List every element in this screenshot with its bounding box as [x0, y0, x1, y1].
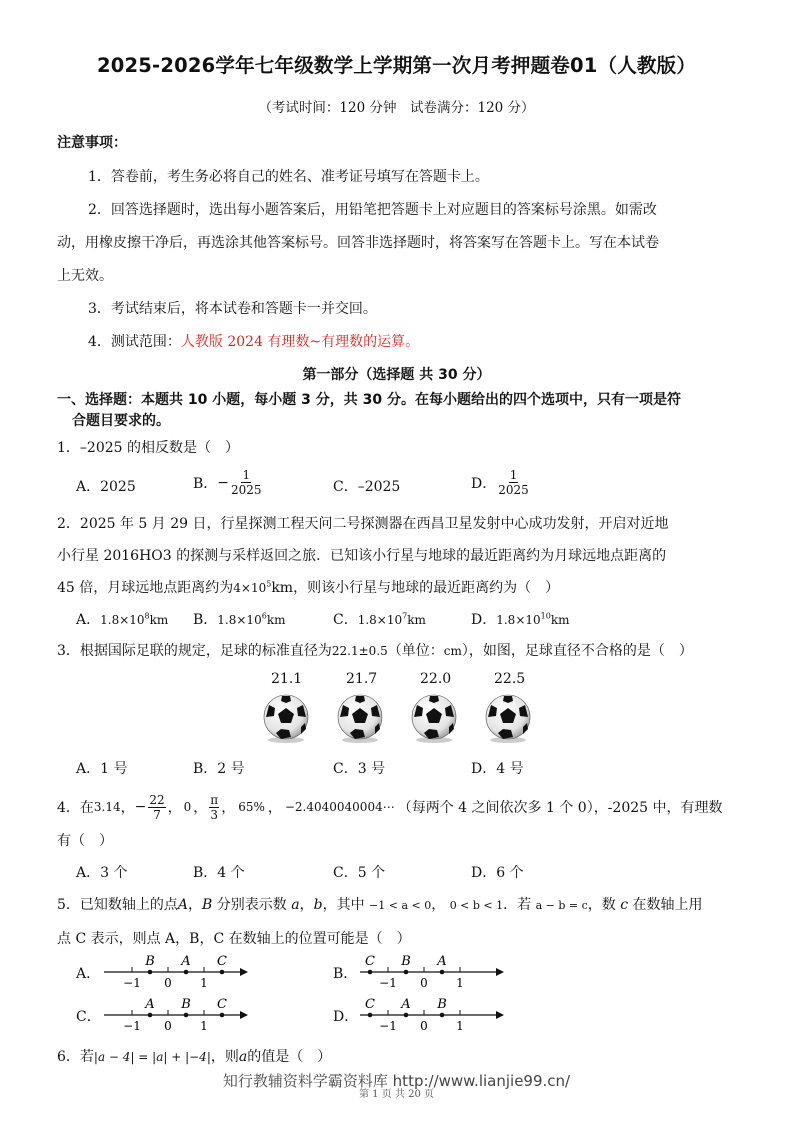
q3-stem-text: 3．根据国际足联的规定，足球的标准直径为	[57, 643, 332, 659]
notice-item-1: 1．答卷前，考生务必将自己的姓名、准考证号填写在答题卡上。	[88, 169, 489, 185]
part1-heading: 第一部分（选择题 共 30 分）	[302, 367, 491, 383]
q3-option-c: C．3 号	[333, 761, 386, 777]
point-label: C	[217, 997, 227, 1012]
q2-line-3-tail: km，则该小行星与地球的最近距离约为（ ）	[271, 580, 560, 596]
option-exponent: 10	[540, 611, 551, 621]
soccer-ball-icon	[483, 693, 533, 743]
q4-pi-fraction	[209, 793, 219, 822]
point-marker	[184, 970, 189, 975]
tick-label: 0	[164, 976, 172, 990]
point-marker	[148, 970, 153, 975]
q4-number: −2.4040040004⋯	[284, 800, 395, 814]
q4-option-a: A．3 个	[76, 865, 128, 881]
tick-label: 0	[164, 1019, 172, 1033]
point-label: B	[145, 954, 155, 969]
tick-label: −1	[379, 976, 397, 990]
axis-arrow-icon	[240, 968, 248, 976]
number-line-b	[360, 950, 505, 992]
q5-option-a-label: A．	[76, 966, 101, 982]
q1-option-a: A．2025	[76, 479, 136, 495]
point-label: B	[401, 954, 411, 969]
point-label: A	[401, 997, 411, 1012]
fraction-denominator: 7	[153, 807, 161, 822]
point-label: B	[437, 997, 447, 1012]
q2-line-1: 2．2025 年 5 月 29 日，行星探测工程天问二号探测器在西昌卫星发射中心成功发射，开启对近地	[57, 516, 669, 532]
ball-4-diameter: 22.5	[494, 671, 526, 687]
q4-option-d: D．6 个	[471, 865, 524, 881]
axis-arrow-icon	[496, 1011, 504, 1019]
notice-item-2-line-3: 上无效。	[57, 268, 113, 284]
q5-condition: 0 < b < 1	[449, 899, 504, 912]
q4-line-1: 4．在 3.14 ， − $\frac{22}{7}$ ， 0 ， $\frac{\pi}{3}$ ， 65% ， −2.4040040004⋯ （每两个 4 之间依次多 1 个 0），-2025 中，有理数	[57, 792, 723, 822]
option-label: C．	[333, 612, 358, 628]
q2-line-3	[57, 577, 559, 597]
point-label: C	[365, 997, 375, 1012]
point-label: B	[181, 997, 191, 1012]
q3-unit: cm	[443, 644, 462, 658]
tick-label: 1	[200, 976, 208, 990]
q4-minus: −	[134, 799, 147, 815]
exam-info: （考试时间：120 分钟 试卷满分：120 分）	[258, 100, 535, 116]
number-line-c	[104, 993, 249, 1035]
option-base: 1.8×10	[357, 613, 403, 627]
point-marker	[220, 970, 225, 975]
section-instruction-line-2: 合题目要求的。	[72, 413, 170, 429]
ball-3-diameter: 22.0	[420, 671, 452, 687]
q5-var: A	[177, 897, 189, 913]
axis-arrow-icon	[240, 1011, 248, 1019]
q3-stem	[57, 640, 693, 660]
option-base: 1.8×10	[100, 613, 145, 627]
q1-option-d	[471, 468, 531, 497]
q1-option-c: C．–2025	[333, 479, 401, 495]
point-marker	[440, 1013, 445, 1018]
q6-expression: |a − 4| = |a| + |−4|	[93, 1050, 211, 1064]
point-marker	[220, 1013, 225, 1018]
q3-stem-unit-prefix: （单位：	[387, 643, 444, 659]
tick-label: −1	[123, 1019, 141, 1033]
notice-item-3: 3．考试结束后，将本试卷和答题卡一并交回。	[88, 301, 377, 317]
option-base: 1.8×10	[217, 613, 262, 627]
section-instruction-line-1: 一、选择题：本题共 10 小题，每小题 3 分，共 30 分。在每小题给出的四个选项中，只有一项是符	[57, 392, 681, 408]
q5-text: ．若	[503, 897, 532, 913]
q5-text: 在数轴上用	[632, 897, 703, 913]
tick-label: 1	[456, 1019, 464, 1033]
q6-stem	[57, 1046, 331, 1066]
q1-option-b-sign: −	[217, 474, 230, 491]
notice-item-4-prefix: 4．测试范围：	[88, 334, 181, 350]
option-base: 1.8×10	[496, 613, 541, 627]
q5-line-2: 点 C 表示，则点 A，B，C 在数轴上的位置可能是（ ）	[57, 931, 411, 947]
q5-option-c-label: C．	[76, 1009, 101, 1025]
q5-line-1: 5．已知数轴上的点A，B 分别表示数 a，b，其中 −1 < a < 0， 0 < b < 1．若 a − b = c，数 c 在数轴上用	[57, 897, 703, 913]
q6-var: a	[238, 1049, 248, 1065]
option-exponent: 7	[402, 611, 408, 621]
point-marker	[440, 970, 445, 975]
q5-condition: a − b = c	[535, 899, 588, 912]
test-scope: 人教版 2024 有理数~有理数的运算。	[180, 334, 420, 350]
q1-stem: 1．–2025 的相反数是（ ）	[57, 440, 239, 456]
fraction-numerator: π	[210, 792, 219, 807]
q5-option-d-label: D．	[333, 1009, 359, 1025]
q6-text: ，则	[210, 1049, 239, 1065]
tick-label: −1	[379, 1019, 397, 1033]
notice-heading: 注意事项：	[57, 135, 127, 151]
q5-text: 分别表示数	[216, 897, 287, 913]
point-marker	[148, 1013, 153, 1018]
point-label: A	[145, 997, 155, 1012]
q5-option-b-label: B．	[333, 966, 358, 982]
q2-distance-base: 4×10	[233, 581, 267, 595]
q4-line-2: 有（ ）	[57, 833, 113, 849]
axis-arrow-icon	[496, 968, 504, 976]
point-marker	[404, 1013, 409, 1018]
q1-option-b-fraction	[231, 468, 262, 497]
q3-option-b: B．2 号	[193, 761, 245, 777]
q4-text-tail: （每两个 4 之间依次多 1 个 0），-2025 中，有理数	[397, 800, 723, 816]
q3-option-a: A．1 号	[76, 761, 128, 777]
number-line-a	[104, 950, 249, 992]
q4-fraction	[148, 793, 165, 822]
fraction-denominator: 3	[210, 807, 219, 822]
point-label: A	[181, 954, 191, 969]
q4-option-c: C．5 个	[333, 865, 386, 881]
tick-label: −1	[123, 976, 141, 990]
q4-number: 3.14	[93, 800, 121, 814]
page-number: 第 1 页 共 20 页	[359, 1089, 434, 1100]
point-marker	[368, 970, 373, 975]
fraction-denominator: 2025	[231, 483, 262, 497]
option-label: D．	[471, 612, 497, 628]
point-label: C	[217, 954, 227, 969]
tick-label: 1	[456, 976, 464, 990]
fraction-numerator: 22	[149, 792, 165, 807]
q2-line-2: 小行星 2016HO3 的探测与采样返回之旅．已知该小行星与地球的最近距离约为月球远地点距离的	[57, 548, 667, 564]
q5-var: B	[202, 897, 213, 913]
q2-option-a	[76, 609, 168, 629]
fraction-denominator: 2025	[498, 483, 529, 497]
q6-text: 6．若	[57, 1049, 94, 1065]
soccer-ball-icon	[409, 693, 459, 743]
q3-option-d: D．4 号	[471, 761, 524, 777]
q4-number: 65%	[238, 800, 265, 814]
point-label: C	[365, 954, 375, 969]
option-label: B．	[193, 612, 218, 628]
q4-option-b: B．4 个	[193, 865, 245, 881]
option-unit: km	[407, 613, 426, 627]
ball-1-diameter: 21.1	[271, 671, 303, 687]
q2-option-d	[471, 609, 570, 629]
q4-text: 4．在	[57, 800, 94, 816]
soccer-ball-icon	[335, 693, 385, 743]
tick-label: 0	[420, 976, 428, 990]
q5-text: 5．已知数轴上的点	[57, 897, 178, 913]
q5-var: a	[291, 897, 300, 913]
q5-text: ，其中	[322, 897, 365, 913]
notice-item-2-line-1: 2．回答选择题时，选出每小题答案后，用铅笔把答题卡上对应题目的答案标号涂黑。如需改	[88, 202, 657, 218]
option-unit: km	[149, 613, 169, 627]
q1-option-d-fraction	[498, 468, 529, 497]
soccer-ball-icon	[261, 693, 311, 743]
notice-item-2-line-2: 动，用橡皮擦干净后，再选涂其他答案标号。回答非选择题时，将答案写在答题卡上。写在本试卷	[57, 235, 659, 251]
q6-text: 的值是（ ）	[247, 1049, 332, 1065]
point-marker	[184, 1013, 189, 1018]
tick-label: 0	[420, 1019, 428, 1033]
number-line-d	[360, 993, 505, 1035]
fraction-numerator: 1	[242, 468, 251, 482]
point-label: A	[437, 954, 447, 969]
q3-standard-diameter: 22.1±0.5	[331, 644, 388, 658]
footer-watermark[interactable]: 知行教辅资料学霸资料库 http://www.lianjie99.cn/	[222, 1072, 571, 1090]
fraction-numerator: 1	[509, 468, 518, 482]
page-title: 2025-2026学年七年级数学上学期第一次月考押题卷01（人教版）	[96, 54, 697, 77]
notice-item-4	[88, 331, 419, 351]
q2-option-c	[333, 609, 426, 629]
option-unit: km	[550, 613, 570, 627]
option-unit: km	[266, 613, 286, 627]
point-marker	[368, 1013, 373, 1018]
q2-distance-exponent: 5	[266, 579, 272, 589]
q5-var: c	[620, 897, 629, 913]
option-exponent: 6	[261, 611, 267, 621]
q1-option-b-label: B．	[193, 475, 218, 492]
q1-option-d-label: D．	[471, 475, 497, 492]
q5-var: b	[313, 897, 323, 913]
ball-2-diameter: 21.7	[346, 671, 378, 687]
q5-condition: −1 < a < 0	[369, 899, 432, 912]
tick-label: 1	[200, 1019, 208, 1033]
q3-stem-tail: ），如图，足球直径不合格的是（ ）	[461, 643, 693, 659]
q2-option-b	[193, 609, 285, 629]
option-exponent: 8	[144, 611, 150, 621]
point-marker	[404, 970, 409, 975]
q4-number: 0	[183, 800, 192, 814]
q1-option-b	[193, 468, 264, 497]
option-label: A．	[76, 612, 101, 628]
q5-text: ，数	[587, 897, 616, 913]
q2-line-3-text: 45 倍，月球远地点距离约为	[57, 580, 234, 596]
